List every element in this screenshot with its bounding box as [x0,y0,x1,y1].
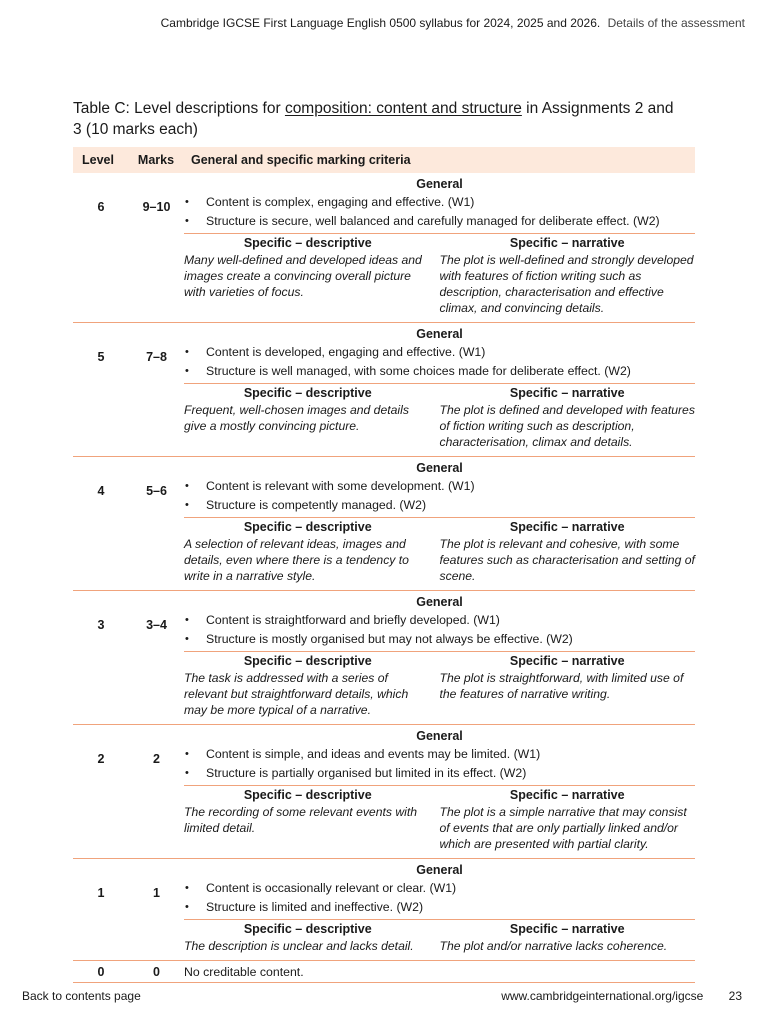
general-criteria-list [184,477,695,515]
specific-narrative [440,652,696,718]
general-criterion: • Content is relevant with some development. (W1) [184,477,695,496]
specific-narrative-heading: Specific – narrative [509,236,625,250]
specific-criteria [184,651,695,724]
specific-descriptive [184,786,440,852]
general-heading: General [416,327,463,341]
table-row-level-5 [73,323,695,457]
general-criteria-list [184,745,695,783]
criteria-cell [184,725,695,858]
level-number: 5 [97,350,105,364]
general-criterion: • Structure is secure, well balanced and carefully managed for deliberate effect. (W2) [184,212,695,231]
level-number: 1 [97,886,105,900]
general-criterion: • Content is occasionally relevant or clear. (W1) [184,879,695,898]
specific-descriptive-heading: Specific – descriptive [243,520,372,534]
marks-range: 7–8 [146,350,167,364]
criteria-cell [184,323,695,456]
footer-right [501,989,742,1003]
marks-range: 1 [153,886,160,900]
caption-prefix: Table C: Level descriptions for [73,100,285,117]
specific-descriptive [184,920,440,954]
specific-narrative-text: The plot and/or narrative lacks coherence. [439,939,668,953]
level-number: 3 [97,618,105,632]
general-criterion: • Structure is limited and ineffective. (W2) [184,898,695,917]
specific-descriptive-text: Frequent, well-chosen images and details give a mostly convincing picture. [184,403,409,433]
specific-descriptive [184,652,440,718]
specific-narrative-heading: Specific – narrative [509,520,625,534]
specific-descriptive-heading: Specific – descriptive [243,386,372,400]
criteria-cell [184,591,695,724]
general-criterion: • Structure is partially organised but limited in its effect. (W2) [184,764,695,783]
specific-narrative-text: The plot is well-defined and strongly developed with features of fiction writing such as description, characterisation and effective climax, and convincing details. [439,253,694,315]
specific-descriptive [184,234,440,316]
specific-narrative [440,234,696,316]
specific-descriptive-text: The task is addressed with a series of relevant but straightforward details, which may be more typical of a narrative. [184,671,409,717]
table-row-level-0 [73,961,695,983]
specific-descriptive-heading: Specific – descriptive [243,922,372,936]
specific-descriptive [184,384,440,450]
level-descriptions-table [73,147,695,983]
table-row-level-3 [73,591,695,725]
column-header-level: Level [82,153,114,167]
specific-narrative [440,518,696,584]
caption-underlined: composition: content and structure [284,100,522,117]
criteria-cell [184,859,695,960]
specific-criteria [184,383,695,456]
specific-criteria [184,785,695,858]
specific-descriptive-heading: Specific – descriptive [243,236,372,250]
table-row-level-4 [73,457,695,591]
level-number: 0 [97,964,105,979]
table-header-row [73,147,695,173]
marks-range: 0 [153,964,160,979]
specific-descriptive-text: A selection of relevant ideas, images and details, even where there is a tendency to write in a narrative style. [184,537,409,583]
level-description: No creditable content. [184,964,304,979]
level-number: 6 [97,200,105,214]
running-header [161,16,745,30]
specific-narrative-text: The plot is straightforward, with limited use of the features of narrative writing. [439,671,684,701]
general-criterion: • Structure is competently managed. (W2) [184,496,695,515]
criteria-cell [184,457,695,590]
website-url[interactable]: www.cambridgeinternational.org/igcse [501,989,704,1003]
marks-range: 5–6 [146,484,167,498]
general-heading: General [416,177,463,191]
general-criterion: • Structure is mostly organised but may not always be effective. (W2) [184,630,695,649]
table-caption [73,98,683,140]
document-title: Cambridge IGCSE First Language English 0500 syllabus for 2024, 2025 and 2026. [160,16,601,30]
general-criterion: • Content is straightforward and briefly developed. (W1) [184,611,695,630]
specific-descriptive-text: The description is unclear and lacks detail. [184,939,414,953]
specific-narrative-heading: Specific – narrative [509,788,625,802]
marks-range: 3–4 [146,618,167,632]
level-number: 2 [97,752,105,766]
table-row-level-2 [73,725,695,859]
general-criterion: • Structure is well managed, with some choices made for deliberate effect. (W2) [184,362,695,381]
specific-criteria [184,517,695,590]
section-name: Details of the assessment [607,16,745,30]
general-criteria-list [184,879,695,917]
specific-narrative-heading: Specific – narrative [509,922,625,936]
specific-narrative-text: The plot is defined and developed with features of fiction writing such as description, characterisation, climax and details. [439,403,695,449]
specific-criteria [184,233,695,322]
general-heading: General [416,461,463,475]
back-to-contents-link[interactable]: Back to contents page [22,989,141,1003]
specific-criteria [184,919,695,960]
criteria-cell [184,173,695,322]
specific-narrative [440,384,696,450]
specific-narrative [440,786,696,852]
marks-range: 9–10 [142,200,171,214]
level-number: 4 [97,484,105,498]
general-heading: General [416,595,463,609]
specific-narrative-text: The plot is relevant and cohesive, with some features such as characterisation and setting of scene. [439,537,695,583]
specific-narrative-text: The plot is a simple narrative that may consist of events that are only partially linked and/or which are presented with partial clarity. [439,805,687,851]
column-header-criteria: General and specific marking criteria [191,153,411,167]
page-number: 23 [728,989,742,1003]
specific-descriptive-heading: Specific – descriptive [243,788,372,802]
general-criterion: • Content is developed, engaging and effective. (W1) [184,343,695,362]
level-rows [73,173,695,961]
specific-descriptive-heading: Specific – descriptive [243,654,372,668]
specific-descriptive [184,518,440,584]
general-criterion: • Content is simple, and ideas and events may be limited. (W1) [184,745,695,764]
specific-descriptive-text: The recording of some relevant events with limited detail. [184,805,418,835]
specific-narrative-heading: Specific – narrative [509,386,625,400]
column-header-marks: Marks [137,153,175,167]
caption-suffix: in Assignments 2 and 3 (10 marks each) [73,100,674,138]
specific-narrative [440,920,696,954]
specific-descriptive-text: Many well-defined and developed ideas and images create a convincing overall picture with varieties of focus. [184,253,422,299]
general-heading: General [416,729,463,743]
table-row-level-1 [73,859,695,961]
general-criteria-list [184,611,695,649]
general-heading: General [416,863,463,877]
marks-range: 2 [153,752,160,766]
general-criteria-list [184,193,695,231]
table-row-level-6 [73,173,695,323]
general-criterion: • Content is complex, engaging and effective. (W1) [184,193,695,212]
specific-narrative-heading: Specific – narrative [509,654,625,668]
general-criteria-list [184,343,695,381]
